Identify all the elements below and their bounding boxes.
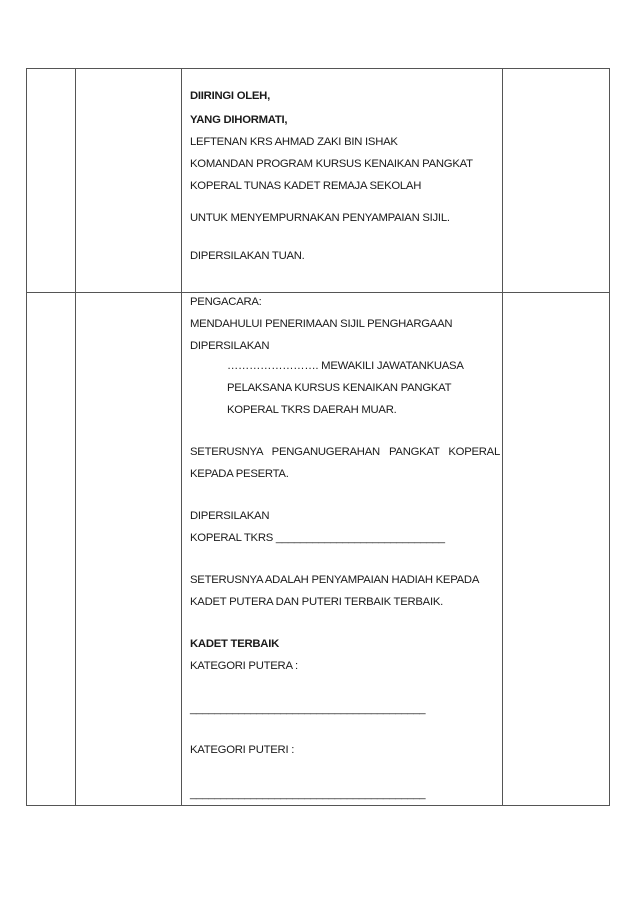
column-divider-3	[502, 68, 503, 806]
row2-indented-text: PELAKSANA KURSUS KENAIKAN PANGKAT	[227, 382, 452, 394]
row1-invitation: DIPERSILAKAN TUAN.	[190, 250, 305, 262]
table-border-right	[609, 68, 610, 806]
row1-purpose: UNTUK MENYEMPURNAKAN PENYAMPAIAN SIJIL.	[190, 212, 450, 224]
table-border-bottom	[26, 805, 610, 806]
row1-officer-name: LEFTENAN KRS AHMAD ZAKI BIN ISHAK	[190, 136, 398, 148]
row2-best-cadet-heading: KADET TERBAIK	[190, 638, 280, 650]
row2-female-category-label: KATEGORI PUTERI :	[190, 744, 295, 756]
row2-text: DIPERSILAKAN	[190, 510, 270, 522]
row2-justified-text: SETERUSNYA PENGANUGERAHAN PANGKAT KOPERAL	[190, 446, 500, 458]
row2-text: KADET PUTERA DAN PUTERI TERBAIK TERBAIK.	[190, 596, 444, 608]
row1-organisation: KOPERAL TUNAS KADET REMAJA SEKOLAH	[190, 180, 422, 192]
table-border-top	[26, 68, 610, 69]
row2-text: DIPERSILAKAN	[190, 340, 270, 352]
row1-officer-title: KOMANDAN PROGRAM KURSUS KENAIKAN PANGKAT	[190, 158, 473, 170]
row2-koperal-blank: KOPERAL TKRS ____________________________	[190, 532, 445, 544]
row1-heading: DIIRINGI OLEH,	[190, 90, 270, 102]
table-border-left	[26, 68, 27, 806]
row2-text: MENDAHULUI PENERIMAAN SIJIL PENGHARGAAN	[190, 318, 453, 330]
row2-indented-text: ……………………. MEWAKILI JAWATANKUASA	[227, 360, 464, 372]
row2-indented-text: KOPERAL TKRS DAERAH MUAR.	[227, 404, 397, 416]
row2-mc-label: PENGACARA:	[190, 296, 262, 308]
schedule-table	[26, 68, 610, 806]
row2-text: KEPADA PESERTA.	[190, 468, 289, 480]
row-divider	[26, 292, 610, 293]
column-divider-1	[75, 68, 76, 806]
row1-honorific: YANG DIHORMATI,	[190, 114, 288, 126]
row2-male-blank-line: _______________________________________	[190, 703, 426, 715]
column-divider-2	[181, 68, 182, 806]
row2-text: SETERUSNYA ADALAH PENYAMPAIAN HADIAH KEPADA	[190, 574, 480, 586]
row2-female-blank-line: _______________________________________	[190, 788, 426, 800]
row2-male-category-label: KATEGORI PUTERA :	[190, 660, 298, 672]
